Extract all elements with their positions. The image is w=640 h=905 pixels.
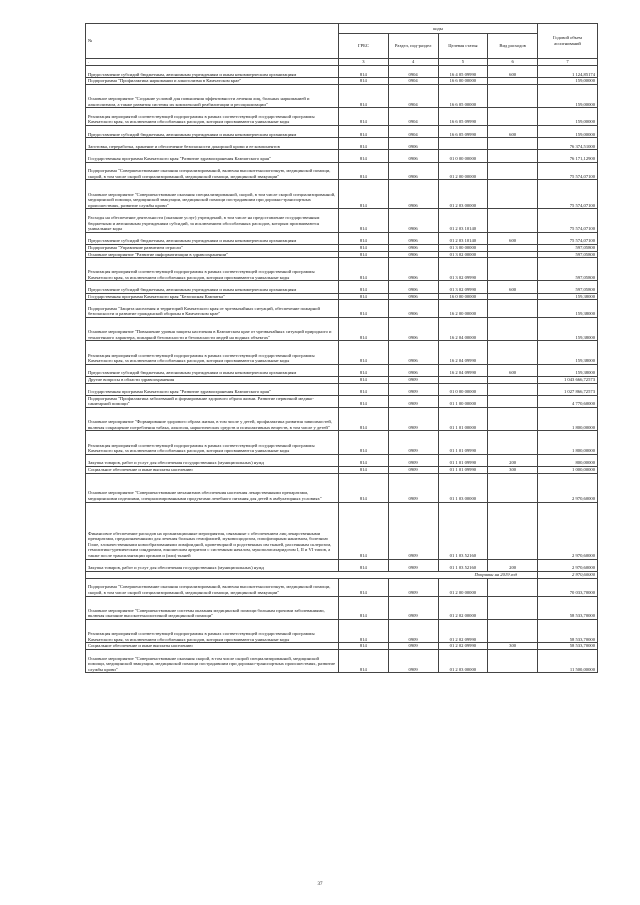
row-expense-type <box>488 596 538 619</box>
page-number: 37 <box>317 882 323 887</box>
row-razdel: 0909 <box>388 431 438 454</box>
row-target-article: 01 0 00 00000 <box>438 150 488 162</box>
table-row <box>86 395 598 407</box>
table-row <box>86 364 598 376</box>
table-row <box>86 559 598 571</box>
row-target-article: 16 6 05 09990 <box>438 125 488 137</box>
row-sum: 159,00000 <box>538 125 598 137</box>
table-row <box>86 408 598 431</box>
row-grbs: 814 <box>339 138 389 150</box>
row-razdel: 0906 <box>388 318 438 341</box>
table-row <box>86 180 598 209</box>
row-name: Государственная программа Камчатского края "Развитие здравоохранения Камчатского края" <box>86 383 339 395</box>
table-row <box>86 578 598 596</box>
row-razdel: 0906 <box>388 341 438 364</box>
row-grbs: 814 <box>339 232 389 244</box>
row-expense-type <box>488 649 538 672</box>
row-expense-type <box>488 377 538 384</box>
row-target-article: 01 1 01 09990 <box>438 454 488 466</box>
row-grbs: 814 <box>339 125 389 137</box>
table-row <box>86 649 598 672</box>
row-target-article: 16 6 05 00000 <box>438 84 488 107</box>
row-target-article: 16 6 05 09990 <box>438 108 488 126</box>
row-sum: 2 970,60000 <box>538 559 598 571</box>
table-row <box>86 431 598 454</box>
table-row <box>86 619 598 642</box>
row-grbs: 814 <box>339 466 389 473</box>
table-row <box>86 341 598 364</box>
row-razdel: 0909 <box>388 649 438 672</box>
row-expense-type <box>488 502 538 559</box>
row-grbs: 814 <box>339 180 389 209</box>
table-row <box>86 108 598 126</box>
row-grbs: 814 <box>339 209 389 232</box>
row-target-article: 16 2 00 00000 <box>438 300 488 318</box>
row-target-article: 01 2 03 00000 <box>438 180 488 209</box>
row-name: Предоставление субсидий бюджетным, автономным учреждениям и иным некоммерческим организациям <box>86 66 339 78</box>
table-row <box>86 466 598 473</box>
row-sum: 75 574,07100 <box>538 180 598 209</box>
row-sum: 159,00000 <box>538 108 598 126</box>
row-sum: 1 800,00000 <box>538 408 598 431</box>
row-name: Основное мероприятие "Формирование здорового образа жизни, в том числе у детей, профилактика развития зависимостей, включая сокращение потребления табака, алкоголя, наркотических средств и психоактивных веществ, в том числе у детей" <box>86 408 339 431</box>
row-expense-type <box>488 84 538 107</box>
row-name: Реализация мероприятий соответствующей подпрограммы в рамках соответствующей государственной программы Камчатского края, за исключением обособленных расходов, которым присваиваются уникальные коды <box>86 619 339 642</box>
row-sum: 1 027 866,72573 <box>538 383 598 395</box>
row-grbs: 814 <box>339 78 389 85</box>
row-expense-type <box>488 244 538 251</box>
row-target-article: 01 2 03 00000 <box>438 649 488 672</box>
row-expense-type <box>488 431 538 454</box>
table-row <box>86 318 598 341</box>
row-expense-type: 300 <box>488 466 538 473</box>
row-sum: 58 533,70000 <box>538 643 598 650</box>
row-razdel: 0906 <box>388 150 438 162</box>
row-target-article: 01 1 03 00000 <box>438 473 488 502</box>
header-codes: коды <box>339 24 538 34</box>
row-expense-type: 600 <box>488 66 538 78</box>
row-name: Основное мероприятие "Развитие информатизации в здравоохранении" <box>86 251 339 258</box>
row-razdel: 0909 <box>388 619 438 642</box>
row-name: Социальное обеспечение и иные выплаты населению <box>86 643 339 650</box>
row-expense-type <box>488 162 538 180</box>
row-grbs: 814 <box>339 84 389 107</box>
row-name: Закупка товаров, работ и услуг для обеспечения государственных (муниципальных) нужд <box>86 559 339 571</box>
row-expense-type <box>488 180 538 209</box>
row-razdel: 0906 <box>388 138 438 150</box>
row-name: Социальное обеспечение и иные выплаты населению <box>86 466 339 473</box>
header-razdel: Раздел, под-раздел <box>388 34 438 59</box>
budget-table-page <box>85 23 598 673</box>
header-csr: Целевая статья <box>438 34 488 59</box>
row-target-article: 01 2 02 09990 <box>438 643 488 650</box>
row-target-article <box>438 377 488 384</box>
row-expense-type <box>488 138 538 150</box>
row-sum: 58 533,70000 <box>538 596 598 619</box>
row-sum: 4 770,60000 <box>538 395 598 407</box>
row-name: Основное мероприятие "Совершенствование оказания специализированной, скорой, в том числе скорой специализированной, медицинской помощи, медицинской эвакуации, медицинской помощи пострадавшим при дорожно-транспортных происшествиях, развитие службы крови" <box>86 180 339 209</box>
header-grbs: ГРБС <box>339 34 389 59</box>
row-sum: 800,00000 <box>538 454 598 466</box>
row-target-article: 16 2 04 09990 <box>438 341 488 364</box>
row-target-article: 01 2 03 10140 <box>438 209 488 232</box>
row-grbs: 814 <box>339 341 389 364</box>
table-row <box>86 66 598 78</box>
row-name: Реализация мероприятий соответствующей подпрограммы в рамках соответствующей государственной программы Камчатского края, за исключением обособленных расходов, которым присваиваются уникальные коды <box>86 258 339 281</box>
row-expense-type <box>488 293 538 300</box>
row-grbs: 814 <box>339 578 389 596</box>
table-row <box>86 596 598 619</box>
row-expense-type: 600 <box>488 125 538 137</box>
row-sum: 159,38000 <box>538 300 598 318</box>
annotation-row <box>86 571 598 578</box>
row-razdel: 0906 <box>388 258 438 281</box>
row-grbs: 814 <box>339 395 389 407</box>
row-expense-type <box>488 258 538 281</box>
row-name: Основное мероприятие "Совершенствование оказания скорой, в том числе скорой специализированной, медицинской помощи, медицинской эвакуации, медицинской помощи пострадавшим при дорожно-транспортных происшествиях, развитие службы крови" <box>86 649 339 672</box>
row-target-article: 01 2 02 09990 <box>438 619 488 642</box>
row-expense-type: 600 <box>488 364 538 376</box>
row-expense-type <box>488 209 538 232</box>
row-razdel: 0904 <box>388 108 438 126</box>
row-sum: 70 033,70000 <box>538 578 598 596</box>
row-expense-type <box>488 251 538 258</box>
row-grbs: 814 <box>339 244 389 251</box>
row-razdel: 0906 <box>388 162 438 180</box>
row-razdel: 0909 <box>388 502 438 559</box>
row-expense-type <box>488 341 538 364</box>
row-name: Подпрограмма "Управление развитием отрасли" <box>86 244 339 251</box>
row-target-article: 01 2 00 00000 <box>438 578 488 596</box>
row-expense-type <box>488 78 538 85</box>
row-target-article: 01 1 01 09990 <box>438 466 488 473</box>
row-sum: 75 574,07100 <box>538 209 598 232</box>
column-number: 3 <box>339 59 389 66</box>
row-razdel: 0904 <box>388 66 438 78</box>
row-name: Подпрограмма "Защита населения и территорий Камчатского края от чрезвычайных ситуаций, обеспечение пожарной безопасности и развитие гражданской обороны в Камчатском крае" <box>86 300 339 318</box>
column-number: 5 <box>438 59 488 66</box>
row-name: Подпрограмма "Профилактика наркомании и алкоголизма в Камчатском крае" <box>86 78 339 85</box>
row-name: Закупка товаров, работ и услуг для обеспечения государственных (муниципальных) нужд <box>86 454 339 466</box>
row-razdel: 0904 <box>388 84 438 107</box>
row-name: Основное мероприятие "Совершенствование системы оказания медицинской помощи больным прочими заболеваниями, включая оказание высокотехнологичной медицинской помощи" <box>86 596 339 619</box>
row-razdel: 0909 <box>388 596 438 619</box>
row-expense-type <box>488 408 538 431</box>
row-sum: 159,00000 <box>538 78 598 85</box>
row-name: Предоставление субсидий бюджетным, автономным учреждениям и иным некоммерческим организациям <box>86 364 339 376</box>
table-row <box>86 473 598 502</box>
row-name: Основное мероприятие "Создание условий для повышения эффективности лечения лиц, больных наркоманией и алкоголизмом, а также развития системы их комплексной реабилитации и ресоциализации" <box>86 84 339 107</box>
row-name: Предоставление субсидий бюджетным, автономным учреждениям и иным некоммерческим организациям <box>86 281 339 293</box>
row-expense-type <box>488 578 538 596</box>
row-target-article: 01 3 00 00000 <box>438 244 488 251</box>
row-razdel: 0906 <box>388 244 438 251</box>
row-razdel: 0909 <box>388 408 438 431</box>
row-razdel: 0909 <box>388 383 438 395</box>
row-grbs: 814 <box>339 364 389 376</box>
row-name: Предоставление субсидий бюджетным, автономным учреждениям и иным некоммерческим организациям <box>86 232 339 244</box>
table-row <box>86 78 598 85</box>
row-sum: 75 574,07100 <box>538 232 598 244</box>
column-number: 6 <box>488 59 538 66</box>
row-sum: 597,05800 <box>538 244 598 251</box>
row-grbs: 814 <box>339 649 389 672</box>
table-row <box>86 251 598 258</box>
row-grbs: 814 <box>339 383 389 395</box>
row-sum: 2 970,60000 <box>538 502 598 559</box>
table-row <box>86 125 598 137</box>
table-row <box>86 293 598 300</box>
row-target-article: 01 1 01 00000 <box>438 408 488 431</box>
row-grbs: 814 <box>339 377 389 384</box>
row-sum: 159,38000 <box>538 293 598 300</box>
table-row <box>86 209 598 232</box>
row-expense-type: 200 <box>488 559 538 571</box>
row-sum: 159,00000 <box>538 84 598 107</box>
row-target-article: 01 3 02 09990 <box>438 258 488 281</box>
row-sum: 11 500,00000 <box>538 649 598 672</box>
row-grbs: 814 <box>339 66 389 78</box>
row-name: Основное мероприятие "Повышение уровня защиты населения в Камчатском крае от чрезвычайных ситуаций природного и техногенного характера, пожарной безопасности и безопасности людей на водных объектах" <box>86 318 339 341</box>
row-grbs: 814 <box>339 502 389 559</box>
row-expense-type <box>488 473 538 502</box>
row-razdel: 0906 <box>388 300 438 318</box>
row-target-article: 01 2 00 00000 <box>438 162 488 180</box>
row-target-article: 01 1 03 52160 <box>438 559 488 571</box>
row-expense-type <box>488 150 538 162</box>
table-row <box>86 502 598 559</box>
header-sum: Годовой объем ассигнований <box>538 24 598 59</box>
row-grbs: 814 <box>339 643 389 650</box>
row-sum: 76 374,51000 <box>538 138 598 150</box>
row-expense-type: 200 <box>488 454 538 466</box>
row-razdel: 0909 <box>388 466 438 473</box>
row-name: Государственная программа Камчатского края "Безопасная Камчатка" <box>86 293 339 300</box>
column-number: 4 <box>388 59 438 66</box>
table-row <box>86 138 598 150</box>
row-razdel: 0906 <box>388 232 438 244</box>
row-grbs: 814 <box>339 258 389 281</box>
row-target-article: 01 3 02 09990 <box>438 281 488 293</box>
row-razdel: 0909 <box>388 559 438 571</box>
column-numbers-row <box>86 59 598 66</box>
row-sum: 597,05800 <box>538 258 598 281</box>
row-razdel: 0904 <box>388 125 438 137</box>
row-target-article: 01 1 01 09990 <box>438 431 488 454</box>
row-razdel: 0909 <box>388 395 438 407</box>
row-sum: 597,05800 <box>538 251 598 258</box>
row-target-article: 01 2 03 10140 <box>438 232 488 244</box>
row-grbs: 814 <box>339 596 389 619</box>
row-name: Предоставление субсидий бюджетным, автономным учреждениям и иным некоммерческим организациям <box>86 125 339 137</box>
column-number: 7 <box>538 59 598 66</box>
row-expense-type <box>488 300 538 318</box>
row-target-article: 16 2 04 09990 <box>438 364 488 376</box>
table-row <box>86 377 598 384</box>
row-target-article: 01 2 02 00000 <box>438 596 488 619</box>
row-sum: 159,38000 <box>538 341 598 364</box>
row-name: Финансовое обеспечение расходов на организационные мероприятия, связанные с обеспечением лиц лекарственными препаратами, предназначенными для лечения больных гемофилией, муковисцидозом, гипофизарным нанизмом, болезнью Гоше, злокачественными новообразованиями лимфоидной, кроветворной и родственных им тканей, рассеянным склерозом, гемолитико-уремическим синдромом, юношеским артритом с системным началом, мукополисахаридозом I, II и VI типов, а также после трансплантации органов и (или) тканей <box>86 502 339 559</box>
row-name: Расходы на обеспечение деятельности (оказание услуг) учреждений, в том числе на предоставление государственным бюджетным и автономным учреждениям субсидий, за исключением обособленных расходов, которым присваиваются уникальные коды <box>86 209 339 232</box>
row-expense-type <box>488 395 538 407</box>
row-expense-type: 600 <box>488 281 538 293</box>
row-grbs: 814 <box>339 559 389 571</box>
row-name: Реализация мероприятий соответствующей подпрограммы в рамках соответствующей государственной программы Камчатского края, за исключением обособленных расходов, которым присваиваются уникальные коды <box>86 431 339 454</box>
table-row <box>86 281 598 293</box>
row-target-article <box>438 138 488 150</box>
row-razdel: 0906 <box>388 209 438 232</box>
row-grbs: 814 <box>339 454 389 466</box>
row-razdel: 0906 <box>388 293 438 300</box>
table-row <box>86 300 598 318</box>
row-target-article: 01 1 03 52160 <box>438 502 488 559</box>
row-grbs: 814 <box>339 619 389 642</box>
row-sum: 1 800,00000 <box>538 431 598 454</box>
row-grbs: 814 <box>339 150 389 162</box>
row-sum: 75 574,07100 <box>538 162 598 180</box>
table-row <box>86 84 598 107</box>
row-grbs: 814 <box>339 108 389 126</box>
column-number: . <box>86 59 339 66</box>
row-target-article: 01 0 00 00000 <box>438 383 488 395</box>
row-name: Другие вопросы в области здравоохранения <box>86 377 339 384</box>
row-target-article: 16 6 00 00000 <box>438 78 488 85</box>
row-name: Государственная программа Камчатского края "Развитие здравоохранения Камчатского края" <box>86 150 339 162</box>
row-razdel: 0909 <box>388 578 438 596</box>
header-no: № <box>86 24 339 59</box>
row-grbs: 814 <box>339 162 389 180</box>
row-grbs: 814 <box>339 473 389 502</box>
table-row <box>86 244 598 251</box>
row-name: Реализация мероприятий соответствующей подпрограммы в рамках соответствующей государственной программы Камчатского края, за исключением обособленных расходов, которым присваиваются уникальные коды <box>86 108 339 126</box>
row-sum: 159,38000 <box>538 364 598 376</box>
row-name: Подпрограмма "Совершенствование оказания специализированной, включая высокотехнологичную, медицинской помощи, скорой, в том числе скорой специализированной, медицинской помощи, медицинской эвакуации" <box>86 162 339 180</box>
row-target-article: 16 2 04 00000 <box>438 318 488 341</box>
row-expense-type: 300 <box>488 643 538 650</box>
table-row <box>86 383 598 395</box>
table-row <box>86 162 598 180</box>
row-grbs: 814 <box>339 251 389 258</box>
row-razdel: 0906 <box>388 180 438 209</box>
row-grbs: 814 <box>339 300 389 318</box>
row-expense-type <box>488 108 538 126</box>
row-razdel: 0906 <box>388 251 438 258</box>
row-sum: 58 533,70000 <box>538 619 598 642</box>
row-expense-type <box>488 383 538 395</box>
row-grbs: 814 <box>339 293 389 300</box>
row-expense-type <box>488 619 538 642</box>
row-name: Основное мероприятие "Совершенствование механизмов обеспечения населения лекарственными препаратами, медицинскими изделиями, специализированными продуктами лечебного питания для детей в амбулаторных условиях" <box>86 473 339 502</box>
row-razdel: 0904 <box>388 78 438 85</box>
row-target-article: 16 0 00 00000 <box>438 293 488 300</box>
row-razdel: 0906 <box>388 281 438 293</box>
row-sum: 76 171,12900 <box>538 150 598 162</box>
row-sum: 159,38000 <box>538 318 598 341</box>
budget-table <box>85 23 598 673</box>
annotation-sum: 2 970,60000 <box>538 571 598 578</box>
row-sum: 597,05800 <box>538 281 598 293</box>
row-name: Реализация мероприятий соответствующей подпрограммы в рамках соответствующей государственной программы Камчатского края, за исключением обособленных расходов, которым присваиваются уникальные коды <box>86 341 339 364</box>
row-name: Подпрограмма "Совершенствование оказания специализированной, включая высокотехнологичную, медицинской помощи, скорой, в том числе скорой специализированной, медицинской помощи, медицинской эвакуации" <box>86 578 339 596</box>
row-grbs: 814 <box>339 281 389 293</box>
row-sum: 2 970,60000 <box>538 473 598 502</box>
row-razdel: 0909 <box>388 377 438 384</box>
row-target-article: 01 1 00 00000 <box>438 395 488 407</box>
row-name: Заготовка, переработка, хранение и обеспечение безопасности донорской крови и ее компонентов <box>86 138 339 150</box>
row-sum: 1 043 666,72573 <box>538 377 598 384</box>
row-target-article: 16 4 05 09990 <box>438 66 488 78</box>
table-row <box>86 150 598 162</box>
table-row <box>86 232 598 244</box>
row-razdel: 0909 <box>388 454 438 466</box>
row-razdel: 0909 <box>388 473 438 502</box>
row-razdel: 0909 <box>388 643 438 650</box>
row-grbs: 814 <box>339 408 389 431</box>
row-target-article: 01 3 02 00000 <box>438 251 488 258</box>
annotation-text: Поправки на 2019 год <box>86 571 538 578</box>
table-row <box>86 643 598 650</box>
row-razdel: 0906 <box>388 364 438 376</box>
row-expense-type <box>488 318 538 341</box>
row-name: Подпрограмма "Профилактика заболеваний и формирование здорового образа жизни. Развитие первичной медико-санитарной помощи" <box>86 395 339 407</box>
table-row <box>86 258 598 281</box>
header-vr: Вид расходов <box>488 34 538 59</box>
table-body <box>86 66 598 673</box>
row-sum: 1 124,85174 <box>538 66 598 78</box>
row-grbs: 814 <box>339 318 389 341</box>
row-expense-type: 600 <box>488 232 538 244</box>
row-sum: 1 000,00000 <box>538 466 598 473</box>
row-grbs: 814 <box>339 431 389 454</box>
table-row <box>86 454 598 466</box>
